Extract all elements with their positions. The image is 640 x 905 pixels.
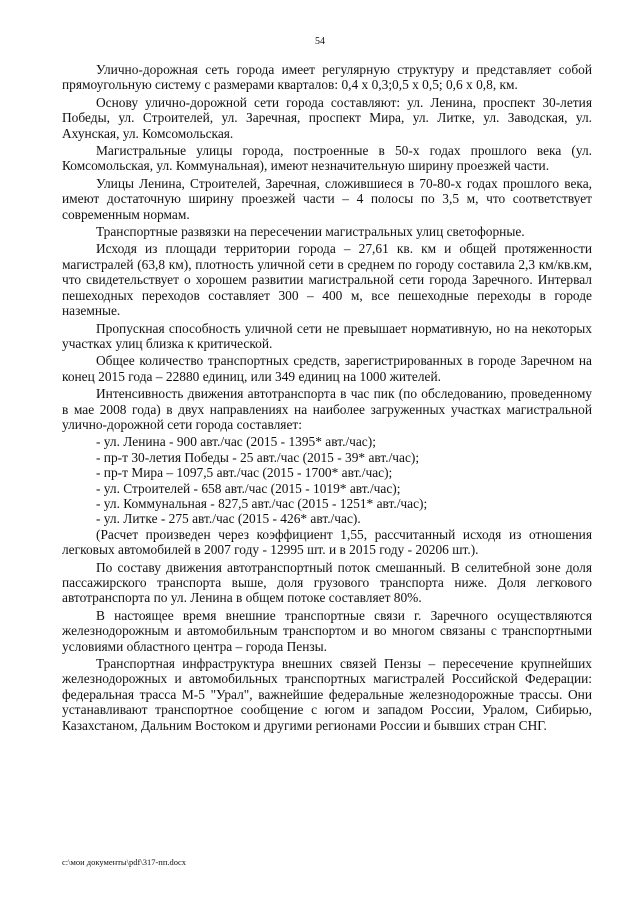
- footer-file-path: c:\мои документы\pdf\317-пп.docx: [62, 857, 187, 867]
- list-item: - пр-т 30-летия Победы - 25 авт./час (2015 - 39* авт./час);: [96, 449, 420, 465]
- list-item: - пр-т Мира – 1097,5 авт./час (2015 - 1700* авт./час);: [96, 465, 393, 481]
- document-body: [62, 62, 592, 735]
- traffic-list: [62, 434, 592, 526]
- paragraph-calculation-note: (Расчет произведен через коэффициент 1,55, рассчитанный исходя из отношения легковых автомобилей в 2007 году - 12995 шт. и в 2015 году - 20206 шт.).: [62, 526, 592, 558]
- list-item: - ул. Ленина - 900 авт./час (2015 - 1395* авт./час);: [96, 434, 376, 450]
- list-item: - ул. Литке - 275 авт./час (2015 - 426* авт./час).: [96, 511, 361, 527]
- paragraph-street-structure: Улично-дорожная сеть города имеет регулярную структуру и представляет собой прямоугольную систему с размерами кварталов: 0,4 х 0,3;0,5 х 0,5; 0,6 х 0,8, км.: [62, 62, 592, 93]
- page-number: 54: [315, 36, 325, 47]
- paragraph-capacity: Пропускная способность уличной сети не превышает нормативную, но на некоторых участках улиц близка к критической.: [62, 320, 592, 351]
- paragraph-penza-infrastructure: Транспортная инфраструктура внешних связей Пензы – пересечение крупнейших железнодорожных и автомобильных транспортных магистралей Российской Федерации: федеральная трасса М-5 "Урал", важнейшие федеральные железнодорожные трассы. Они устанавливают транспортное сообщение с югом и западом России, Уралом, Сибирью, Казахстаном, Дальним Востоком и другими регионами России и бывших стран СНГ.: [62, 656, 592, 733]
- list-item: - ул. Коммунальная - 827,5 авт./час (2015 - 1251* авт./час);: [96, 495, 428, 511]
- list-item: - ул. Строителей - 658 авт./час (2015 - 1019* авт./час);: [96, 480, 401, 496]
- paragraph-wide-streets: Улицы Ленина, Строителей, Заречная, сложившиеся в 70-80-х годах прошлого века, имеют достаточную ширину проезжей части – 4 полосы по 3,5 м, что соответствует современным нормам.: [62, 175, 592, 222]
- paragraph-vehicle-count: Общее количество транспортных средств, зарегистрированных в городе Заречном на конец 2015 года – 22880 единиц, или 349 единиц на 1000 жителей.: [62, 353, 592, 384]
- paragraph-old-streets: Магистральные улицы города, построенные в 50-х годах прошлого века (ул. Комсомольская, ул. Коммунальная), имеют незначительную ширину проезжей части.: [62, 143, 592, 174]
- paragraph-traffic-intensity: Интенсивность движения автотранспорта в час пик (по обследованию, проведенному в мае 2008 года) в двух направлениях на наиболее загруженных участках магистральной улично-дорожной сети города составляет:: [62, 386, 592, 432]
- paragraph-main-streets: Основу улично-дорожной сети города составляют: ул. Ленина, проспект 30-летия Победы, ул. Строителей, ул. Заречная, проспект Мира, ул. Литке, ул. Заводская, ул. Ахунская, ул. Комсомольская.: [62, 94, 592, 141]
- paragraph-traffic-composition: По составу движения автотранспортный поток смешанный. В селитебной зоне доля пассажирского транспорта выше, доля грузового транспорта ниже. Доля легкового автотранспорта по ул. Ленина в общем потоке составляет 80%.: [62, 559, 592, 606]
- paragraph-network-density: Исходя из площади территории города – 27,61 кв. км и общей протяженности магистралей (63,8 км), плотность уличной сети в среднем по городу составила 2,3 км/кв.км, что свидетельствует о хорошем развитии магистральной сети города Заречного. Интервал пешеходных переходов составляет 300 – 400 м, все пешеходные переходы в городе наземные.: [62, 241, 592, 319]
- paragraph-interchanges: Транспортные развязки на пересечении магистральных улиц светофорные.: [96, 224, 525, 240]
- paragraph-external-links: В настоящее время внешние транспортные связи г. Заречного осуществляются железнодорожным и автомобильным транспортом и во многом связаны с транспортными условиями областного центра – города Пензы.: [62, 607, 592, 654]
